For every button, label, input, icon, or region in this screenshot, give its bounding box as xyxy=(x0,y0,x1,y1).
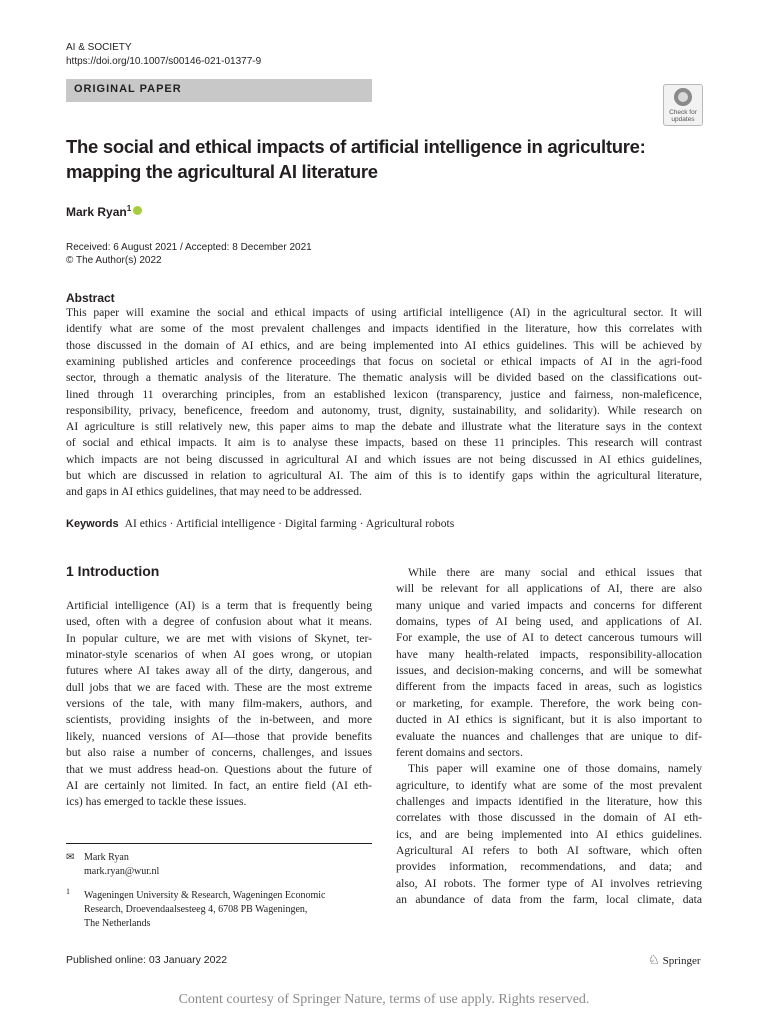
envelope-icon: ✉ xyxy=(66,852,75,863)
affiliation-number: 1 xyxy=(66,887,70,896)
crossmark-icon xyxy=(674,88,692,106)
text-line: agriculture, to identify what are some of the most prevalent xyxy=(396,778,702,792)
text-line: different from the impacts faced in areas, such as logistics xyxy=(396,680,702,694)
publisher-name: Springer xyxy=(662,955,701,967)
text-line: In popular culture, we are met with visions of Skynet, ter- xyxy=(66,631,372,645)
title-line: The social and ethical impacts of artificial intelligence in agriculture: xyxy=(66,136,646,157)
text-line: domains, types of AI being used, and applications of AI. xyxy=(396,615,702,629)
text-line: likely, nuanced versions of AI—those that provide benefits xyxy=(66,729,372,743)
title-line: mapping the agricultural AI literature xyxy=(66,161,378,182)
article-type-badge xyxy=(66,79,372,102)
text-line: scientists, providing insights of the in-between, and more xyxy=(66,713,372,727)
abstract-heading: Abstract xyxy=(66,291,115,305)
affiliation-line: The Netherlands xyxy=(84,918,151,929)
text-line: evaluate the nuances and challenges that are unique to dif- xyxy=(396,729,702,743)
text-line: but also raise a number of concerns, challenges, and issues xyxy=(66,746,372,760)
text-line: This paper will examine the social and ethical impacts of using artificial intelligence (AI) in the agricultural sector. It will xyxy=(66,306,702,319)
updates-label: updates xyxy=(671,116,695,123)
text-line: AI are certainly not limited. In fact, an entire field (AI eth- xyxy=(66,778,372,792)
orcid-icon[interactable] xyxy=(133,206,142,215)
text-line: those discussed in the domain of AI ethics, and are being implemented into AI ethics guidelines. This will be achieved by xyxy=(66,338,702,352)
text-line: have many health-related impacts, responsibility-allocation xyxy=(396,647,702,661)
published-date: Published online: 03 January 2022 xyxy=(66,954,228,966)
text-line: Artificial intelligence (AI) is a term that is frequently being xyxy=(66,599,372,612)
check-label: Check for xyxy=(669,109,697,116)
corresponding-author-email[interactable]: mark.ryan@wur.nl xyxy=(84,866,160,877)
affiliation-line: Wageningen University & Research, Wageningen Economic xyxy=(84,890,326,901)
text-line: minator-style scenarios of when AI goes wrong, or utopian xyxy=(66,648,372,662)
text-line: but which are discussed in relation to agricultural AI. The aim of this is to identify gaps within the agricultural literature, xyxy=(66,469,702,482)
text-line: lined through 11 overarching principles, from an established lexicon (transparency, justice and fairness, non-maleficence, xyxy=(66,387,702,401)
text-line: used, often with a degree of confusion about what it means. xyxy=(66,615,372,629)
courtesy-notice: Content courtesy of Springer Nature, terms of use apply. Rights reserved. xyxy=(178,992,590,1007)
text-line: dull jobs that we are faced with. These are the most extreme xyxy=(66,680,372,694)
keywords-list: AI ethics · Artificial intelligence · Digital farming · Agricultural robots xyxy=(124,517,455,530)
text-line: futures where AI takes away all of the dirty, dangerous, and xyxy=(66,664,372,678)
text-line: sector, through a thematic analysis of the literature. The thematic analysis will be divided based on the classifications out- xyxy=(66,371,702,385)
author-affiliation-number: 1 xyxy=(126,204,132,213)
author[interactable] xyxy=(66,204,142,219)
text-line: or marketing, for example. Therefore, the work being con- xyxy=(396,696,702,710)
text-line: identify what are some of the most prevalent challenges and impacts identified in the literature, how this correlates with xyxy=(66,322,702,336)
text-line: issues, and decision-making concerns, and will be somewhat xyxy=(396,664,702,678)
section-heading-introduction: 1 Introduction xyxy=(66,563,160,579)
check-for-updates-button[interactable] xyxy=(663,84,703,126)
text-line: an abundance of data from the farm, local climate, data xyxy=(396,893,702,906)
paper-title xyxy=(66,134,666,184)
affiliation-line: Research, Droevendaalsesteeg 4, 6708 PB Wageningen, xyxy=(84,904,308,915)
text-line: correlates with those discussed in the domain of AI eth- xyxy=(396,811,702,825)
springer-horse-icon: ♘ xyxy=(648,952,660,967)
article-type-label: ORIGINAL PAPER xyxy=(74,83,182,95)
author-name: Mark Ryan xyxy=(66,205,127,219)
text-line: that we must address head-on. Questions about the future of xyxy=(66,762,372,776)
text-line: While there are many social and ethical issues that xyxy=(408,566,702,579)
text-line: which impacts are not being discussed in agricultural AI and which issues are not being discussed in AI ethics guidelines, xyxy=(66,452,702,466)
text-line: ducted in AI ethics is significant, but it is also important to xyxy=(396,713,702,727)
keywords xyxy=(66,517,454,530)
text-line: many unique and varied impacts and concerns for different xyxy=(396,598,702,612)
corresponding-author-name: Mark Ryan xyxy=(84,852,129,863)
keywords-label: Keywords xyxy=(66,518,119,530)
text-line: provides information, recommendations, and data; and xyxy=(396,860,702,874)
doi-link[interactable]: https://doi.org/10.1007/s00146-021-01377-9 xyxy=(66,56,262,67)
text-line: and gaps in AI ethics guidelines, that may need to be addressed. xyxy=(66,485,362,499)
text-line: examining published articles and conference proceedings that focus on societal or ethical impacts of AI in the agri-food xyxy=(66,354,702,368)
text-line: will be relevant for all applications of AI, there are also xyxy=(396,582,702,596)
text-line: This paper will examine one of those domains, namely xyxy=(408,762,702,776)
text-line: of social and ethical impacts. It aim is to analyse these impacts, based on these 11 principles. This research will contrast xyxy=(66,436,702,450)
text-line: ics) has emerged to tackle these issues. xyxy=(66,795,247,809)
publisher-logo[interactable] xyxy=(648,952,701,968)
text-line: ferent domains and sectors. xyxy=(396,745,523,759)
article-dates xyxy=(66,241,312,267)
text-line: also, AI robots. The former type of AI involves retrieving xyxy=(396,876,702,890)
received-accepted: Received: 6 August 2021 / Accepted: 8 December 2021 xyxy=(66,242,312,253)
text-line: ics, and are being implemented into AI ethics guidelines. xyxy=(396,827,702,841)
text-line: AI agriculture is still relatively new, this paper aims to map the debate and illustrate what the literature says in the context xyxy=(66,420,702,434)
text-line: versions of the tale, with many film-makers, authors, and xyxy=(66,697,372,711)
journal-name: AI & SOCIETY xyxy=(66,42,132,53)
footnote-divider xyxy=(66,843,372,844)
text-line: Agricultural AI refers to both AI software, which often xyxy=(396,843,702,857)
text-line: challenges and impacts identified in the literature, how this xyxy=(396,794,702,808)
text-line: For example, the use of AI to detect cancerous tumours will xyxy=(396,631,702,645)
copyright: © The Author(s) 2022 xyxy=(66,255,162,266)
text-line: responsibility, privacy, beneficence, freedom and autonomy, trust, dignity, sustainability, and solidarity). While research on xyxy=(66,403,702,417)
